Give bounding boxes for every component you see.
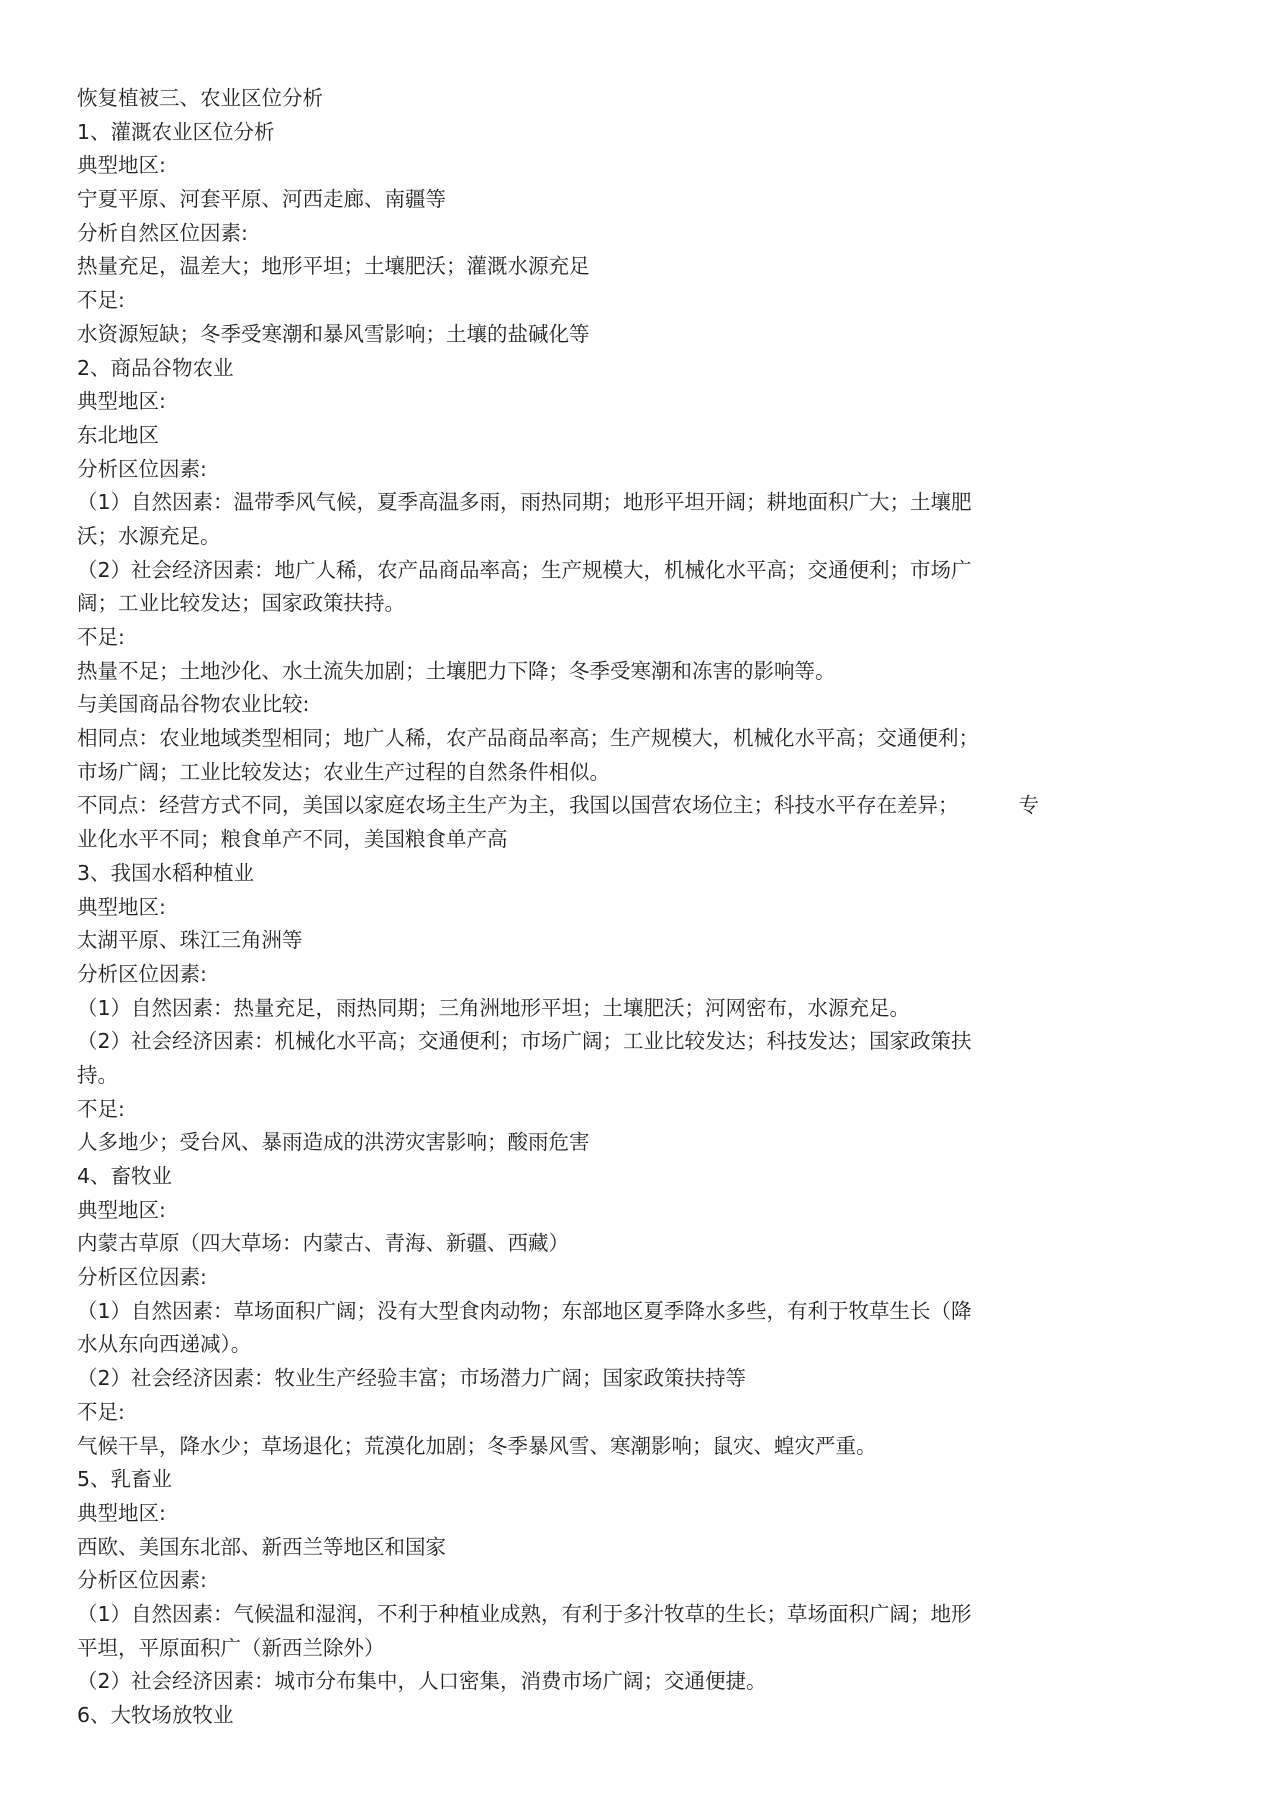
text-line: （1）自然因素：气候温和湿润，不利于种植业成熟，有利于多汁牧草的生长；草场面积广阔；地形 [77, 1601, 972, 1626]
text-line: 市场广阔；工业比较发达；农业生产过程的自然条件相似。 [77, 759, 610, 784]
text-line: 不足: [77, 1399, 125, 1424]
text-line: 东北地区 [77, 422, 159, 447]
text-line: 分析区位因素: [77, 1568, 207, 1593]
text-line: 分析自然区位因素: [77, 220, 248, 245]
text-line: 气候干旱，降水少；草场退化；荒漠化加剧；冬季暴风雪、寒潮影响；鼠灾、蝗灾严重。 [77, 1433, 877, 1458]
section-heading: 4、畜牧业 [77, 1164, 173, 1188]
text-line: 典型地区: [77, 153, 166, 178]
text-line: 持。 [77, 1062, 118, 1087]
text-line: 不足: [77, 288, 125, 313]
text-segment: 不同点：经营方式不同，美国以家庭农场主生产为主，我国以国营农场位主；科技水平存在差异； [77, 793, 959, 818]
text-line: （2）社会经济因素：机械化水平高；交通便利；市场广阔；工业比较发达；科技发达；国家政策扶 [77, 1029, 972, 1054]
text-line [77, 789, 1207, 823]
text-line: 内蒙古草原（四大草场：内蒙古、青海、新疆、西藏） [77, 1231, 569, 1256]
text-line: 分析区位因素: [77, 961, 207, 986]
text-line: 典型地区: [77, 1197, 166, 1222]
section-heading: 6、大牧场放牧业 [77, 1703, 234, 1727]
section-heading: 1、灌溉农业区位分析 [77, 119, 275, 144]
text-line: 水从东向西递减）。 [77, 1332, 252, 1357]
section-heading: 3、我国水稻种植业 [77, 860, 255, 885]
text-line: 西欧、美国东北部、新西兰等地区和国家 [77, 1534, 446, 1559]
text-line: （1）自然因素：热量充足，雨热同期；三角洲地形平坦；土壤肥沃；河网密布，水源充足。 [77, 995, 911, 1020]
text-line: （2）社会经济因素：地广人稀，农产品商品率高；生产规模大，机械化水平高；交通便利；市场广 [77, 557, 972, 582]
document-body [77, 82, 1207, 1733]
text-line: （2）社会经济因素：城市分布集中，人口密集，消费市场广阔；交通便捷。 [77, 1669, 767, 1694]
text-line: 相同点：农业地域类型相同；地广人稀，农产品商品率高；生产规模大，机械化水平高；交通便利； [77, 726, 979, 751]
text-line: 与美国商品谷物农业比较: [77, 692, 310, 717]
text-line: 典型地区: [77, 389, 166, 414]
text-line: 恢复植被三、农业区位分析 [77, 86, 323, 110]
text-line: 人多地少；受台风、暴雨造成的洪涝灾害影响；酸雨危害 [77, 1130, 590, 1155]
text-line: 业化水平不同；粮食单产不同，美国粮食单产高 [77, 827, 508, 852]
text-line: 水资源短缺；冬季受寒潮和暴风雪影响；土壤的盐碱化等 [77, 321, 590, 346]
text-line: 阔；工业比较发达；国家政策扶持。 [77, 591, 405, 616]
text-line: （1）自然因素：温带季风气候，夏季高温多雨，雨热同期；地形平坦开阔；耕地面积广大；土壤肥 [77, 490, 972, 515]
text-line: （1）自然因素：草场面积广阔；没有大型食肉动物；东部地区夏季降水多些，有利于牧草生长（降 [77, 1298, 972, 1323]
text-line: 沃；水源充足。 [77, 523, 221, 548]
text-line: 平坦，平原面积广（新西兰除外） [77, 1635, 385, 1660]
section-heading: 5、乳畜业 [77, 1467, 173, 1492]
text-line: 典型地区: [77, 894, 166, 919]
text-line: 典型地区: [77, 1500, 166, 1525]
text-line: 不足: [77, 1096, 125, 1121]
section-heading: 2、商品谷物农业 [77, 355, 234, 380]
text-segment: 专 [1018, 793, 1039, 818]
text-line: 太湖平原、珠江三角洲等 [77, 928, 303, 953]
text-line: 热量不足；土地沙化、水土流失加剧；土壤肥力下降；冬季受寒潮和冻害的影响等。 [77, 658, 836, 683]
text-line: 分析区位因素: [77, 456, 207, 481]
text-line: （2）社会经济因素：牧业生产经验丰富；市场潜力广阔；国家政策扶持等 [77, 1366, 747, 1391]
text-line: 不足: [77, 625, 125, 649]
text-line: 分析区位因素: [77, 1265, 207, 1290]
text-line: 热量充足，温差大；地形平坦；土壤肥沃；灌溉水源充足 [77, 254, 590, 279]
text-line: 宁夏平原、河套平原、河西走廊、南疆等 [77, 187, 446, 212]
